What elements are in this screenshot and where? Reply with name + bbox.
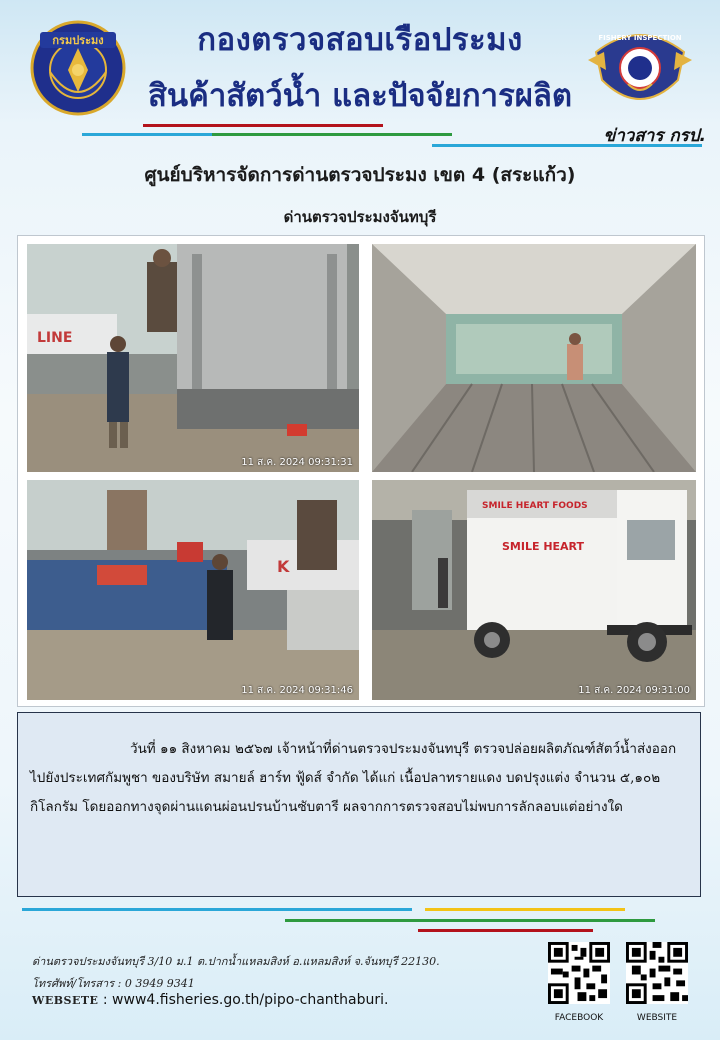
photo-smile-heart-truck xyxy=(372,480,696,700)
website-qr-code[interactable] xyxy=(626,942,688,1004)
fishery-inspection-logo xyxy=(586,22,694,118)
facebook-qr-code[interactable] xyxy=(548,942,610,1004)
footer-phone: โทรศัพท์/โทรสาร : 0 3949 9341 xyxy=(32,977,195,990)
page-title-line2: สินค้าสัตว์น้ำ และปัจจัยการผลิต xyxy=(147,78,573,114)
left-logo-text: กรมประมง xyxy=(52,34,104,47)
news-body-text: วันที่ ๑๑ สิงหาคม ๒๕๖๗ เจ้าหน้าที่ด่านตรวจประมงจันทบุรี ตรวจปล่อยผลิตภัณฑ์สัตว์น้ำส่งออกไปยังประเทศกัมพูชา ของบริษัท สมายล์ ฮาร์ท ฟู้ดส์ จำกัด ได้แก่ เนื้อปลาทรายแดง บดปรุงแต่ง จำนวน ๕,๑๐๒ กิโลกรัม โดยออกทางจุดผ่านแดนผ่อนปรนบ้านซับตารี ผลจากการตรวจสอบไม่พบการลักลอบแต่อย่างใด xyxy=(30,741,677,815)
website-qr-label: WEBSITE xyxy=(636,1013,678,1023)
department-of-fisheries-logo xyxy=(30,20,126,116)
website-label: WEBSETE xyxy=(32,994,99,1007)
right-logo-text: FISHERY INSPECTION xyxy=(598,34,682,42)
photo-timestamp: 11 ส.ค. 2024 09:31:31 xyxy=(241,457,353,468)
checkpoint-name: ด่านตรวจประมงจันทบุรี xyxy=(283,208,437,226)
svg-text:SMILE HEART FOODS: SMILE HEART FOODS xyxy=(482,501,588,511)
footer-address: ด่านตรวจประมงจันทบุรี 3/10 ม.1 ต.ปากน้ำแหลมสิงห์ อ.แหลมสิงห์ จ.จันทบุรี 22130. xyxy=(32,955,440,968)
decor-line-green xyxy=(212,133,452,136)
footer-website xyxy=(32,992,532,1008)
photo-container-interior xyxy=(372,244,696,472)
photo-truck-loading xyxy=(27,244,359,472)
facebook-qr-label: FACEBOOK xyxy=(554,1013,604,1023)
page-title-line1: กองตรวจสอบเรือประมง xyxy=(197,22,523,58)
decor-line-red xyxy=(143,124,383,127)
photo-collage xyxy=(17,235,705,707)
footer-line-green xyxy=(285,919,655,922)
website-url-link[interactable]: : www4.fisheries.go.th/pipo-chanthaburi. xyxy=(98,992,389,1008)
footer-line-yellow xyxy=(425,908,625,911)
photo-timestamp: 11 ส.ค. 2024 09:31:46 xyxy=(241,685,353,696)
news-body-box xyxy=(17,712,701,897)
svg-text:SMILE HEART: SMILE HEART xyxy=(502,540,585,553)
decor-line-blue xyxy=(82,133,222,136)
news-label: ข่าวสาร กรป. xyxy=(603,126,706,146)
footer-line-blue xyxy=(22,908,412,911)
svg-text:LINE: LINE xyxy=(37,330,73,346)
center-name: ศูนย์บริหารจัดการด่านตรวจประมง เขต 4 (สระแก้ว) xyxy=(144,164,576,186)
photo-inspection-officer xyxy=(27,480,359,700)
svg-text:K: K xyxy=(277,557,290,576)
photo-timestamp: 11 ส.ค. 2024 09:31:00 xyxy=(578,685,690,696)
news-body-paragraph xyxy=(30,735,690,822)
footer-line-red xyxy=(418,929,593,932)
